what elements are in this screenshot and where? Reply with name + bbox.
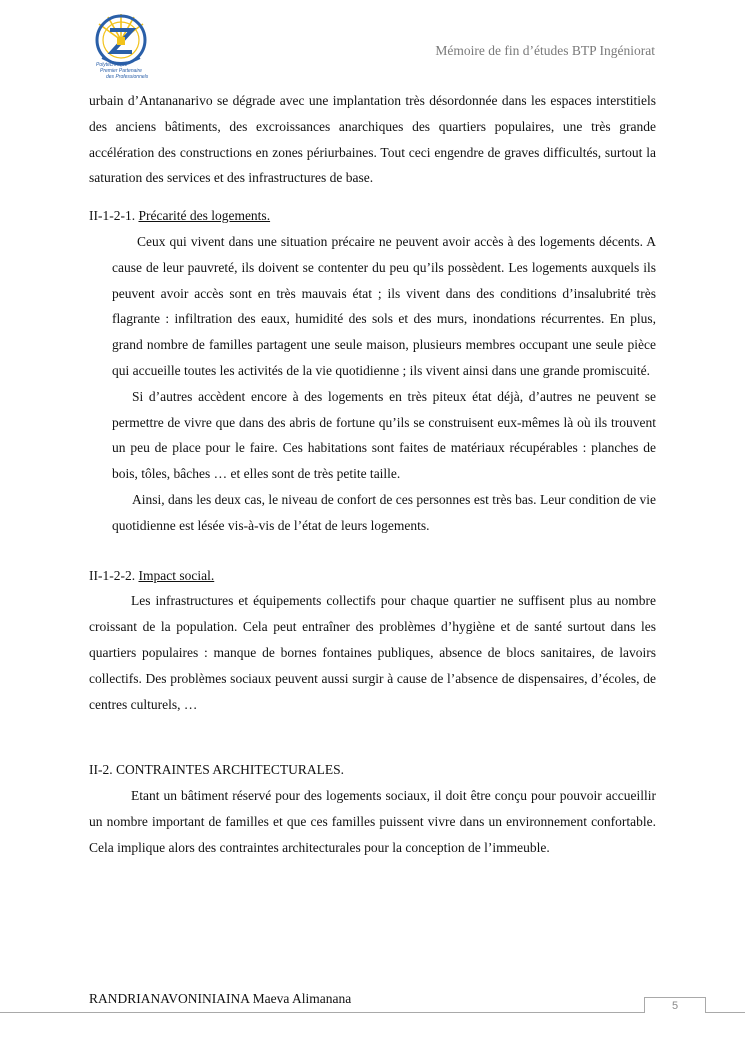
section-1-body <box>89 229 656 539</box>
page-content <box>89 88 656 861</box>
section-title-2: Impact social. <box>138 567 215 583</box>
logo-text-2: Premier Partenaire <box>100 68 142 74</box>
section-1-paragraph-1: Ceux qui vivent dans une situation précaire ne peuvent avoir accès à des logements décents. A cause de leur pauvreté, ils doivent se contenter du peu qu’ils possèdent. Les logements auxquels ils peuvent avoir accès sont en très mauvais état ; ils vivent dans des conditions d’insalubrité très flagrante : infiltration des eaux, humidité des sols et des murs, inondations récurrentes. En plus, grand nombre de familles partagent une seule maison, plusieurs membres occupant une seule pièce qui accueille toutes les activités de la vie quotidienne ; ils vivent ainsi dans une grande promiscuité. <box>112 233 656 378</box>
logo-sun-rays <box>99 14 143 40</box>
footer-author: RANDRIANAVONINIAINA Maeva Alimanana <box>89 991 352 1006</box>
section-number-1: II-1-2-1. <box>89 208 136 224</box>
school-logo <box>86 10 156 82</box>
header-title: Mémoire de fin d’études BTP Ingéniorat <box>435 43 655 58</box>
page-number: 5 <box>644 997 706 1013</box>
section-1-paragraph-3: Ainsi, dans les deux cas, le niveau de confort de ces personnes est très bas. Leur condition de vie quotidienne est lésée vis-à-vis de l’état de leurs logements. <box>112 491 656 533</box>
section-heading-2 <box>89 563 656 589</box>
footer-rule <box>0 1012 745 1013</box>
section-title-1: Précarité des logements. <box>138 208 271 224</box>
section-heading-1 <box>89 203 656 229</box>
section-3-paragraph: Etant un bâtiment réservé pour des logements sociaux, il doit être conçu pour pouvoir accueillir un nombre important de familles et que ces familles puissent vivre dans un environnement confortable. Cela implique alors des contraintes architecturales pour la conception de l’immeuble. <box>89 788 656 855</box>
section-number-2: II-1-2-2. <box>89 567 136 583</box>
section-2-paragraph: Les infrastructures et équipements collectifs pour chaque quartier ne suffisent plus au nombre croissant de la population. Cela peut entraîner des problèmes d’hygiène et de santé surtout dans les quartiers populaires : manque de bornes fontaines publiques, absence de blocs sanitaires, de lavoirs collectifs. Des problèmes sociaux peuvent aussi surgir à cause de l’absence de dispensaires, d’écoles, de centres culturels, … <box>89 593 656 712</box>
logo-text-3: des Professionnels <box>106 74 149 80</box>
section-1-paragraph-2: Si d’autres accèdent encore à des logements en très piteux état déjà, d’autres ne peuvent se permettre de vivre que dans des abris de fortune qu’ils se construisent eux-mêmes là où ils trouvent un peu de place pour le faire. Ces habitations sont faites de matériaux récupérables : planches de bois, tôles, bâches … et elles sont de très petite taille. <box>112 388 656 482</box>
logo-text-1: Polytechnique <box>96 62 128 68</box>
intro-paragraph: urbain d’Antananarivo se dégrade avec une implantation très désordonnée dans les espaces interstitiels des anciens bâtiments, des excroissances anarchiques des quartiers populaires, une très grande accélération des constructions en zones périurbaines. Tout ceci engendre de graves difficultés, surtout la saturation des services et des infrastructures de base. <box>89 93 656 186</box>
section-heading-3: II-2. CONTRAINTES ARCHITECTURALES. <box>89 762 344 778</box>
